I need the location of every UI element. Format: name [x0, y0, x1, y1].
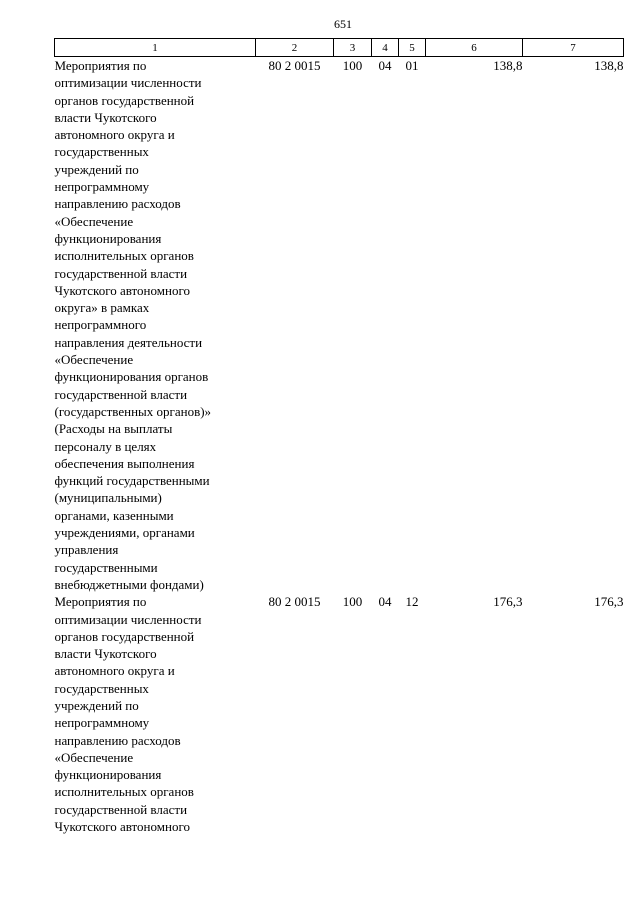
column-header-6: 6 — [426, 39, 523, 57]
section-code: 04 — [378, 58, 392, 73]
amount-column-7: 176,3 — [594, 594, 624, 610]
row-description: Мероприятия по оптимизации численности органов государственной власти Чукотского автономного округа и государственных учреждений по непрограммному направлению расходов «Обеспечение функционирования исполнительных органов государственной власти Чукотского автономного — [54, 594, 202, 835]
row-description: Мероприятия по оптимизации численности органов государственной власти Чукотского автономного округа и государственных учреждений по непрограммному направлению расходов «Обеспечение функционирования исполнительных органов государственной власти Чукотского автономного округа» в рамках непрограммного направления деятельности «Обеспечение функционирования органов государственной власти (государственных органов)» (Расходы на выплаты персоналу в целях обеспечения выполнения функций государственными (муниципальными) органами, казенными учреждениями, органами управления государственными внебюджетными фондами) — [54, 58, 212, 592]
expense-type-code: 100 — [342, 58, 363, 73]
section-code: 04 — [378, 594, 392, 610]
amount-column-6: 176,3 — [493, 594, 523, 610]
page-number: 651 — [334, 17, 352, 31]
column-header-4: 4 — [372, 39, 399, 57]
amount-column-6: 138,8 — [493, 58, 523, 73]
table-row — [55, 593, 624, 835]
target-article-code: 80 2 0015 — [268, 594, 321, 610]
subsection-code: 12 — [405, 594, 419, 610]
column-header-5: 5 — [399, 39, 426, 57]
table-row — [55, 57, 624, 594]
subsection-code: 01 — [405, 58, 419, 73]
column-header-1: 1 — [55, 39, 256, 57]
column-header-2: 2 — [256, 39, 334, 57]
amount-column-7: 138,8 — [594, 58, 624, 73]
column-header-3: 3 — [334, 39, 372, 57]
column-header-7: 7 — [523, 39, 624, 57]
table-header-row — [55, 39, 624, 57]
budget-table — [54, 38, 624, 835]
target-article-code: 80 2 0015 — [268, 58, 321, 73]
expense-type-code: 100 — [342, 594, 363, 610]
